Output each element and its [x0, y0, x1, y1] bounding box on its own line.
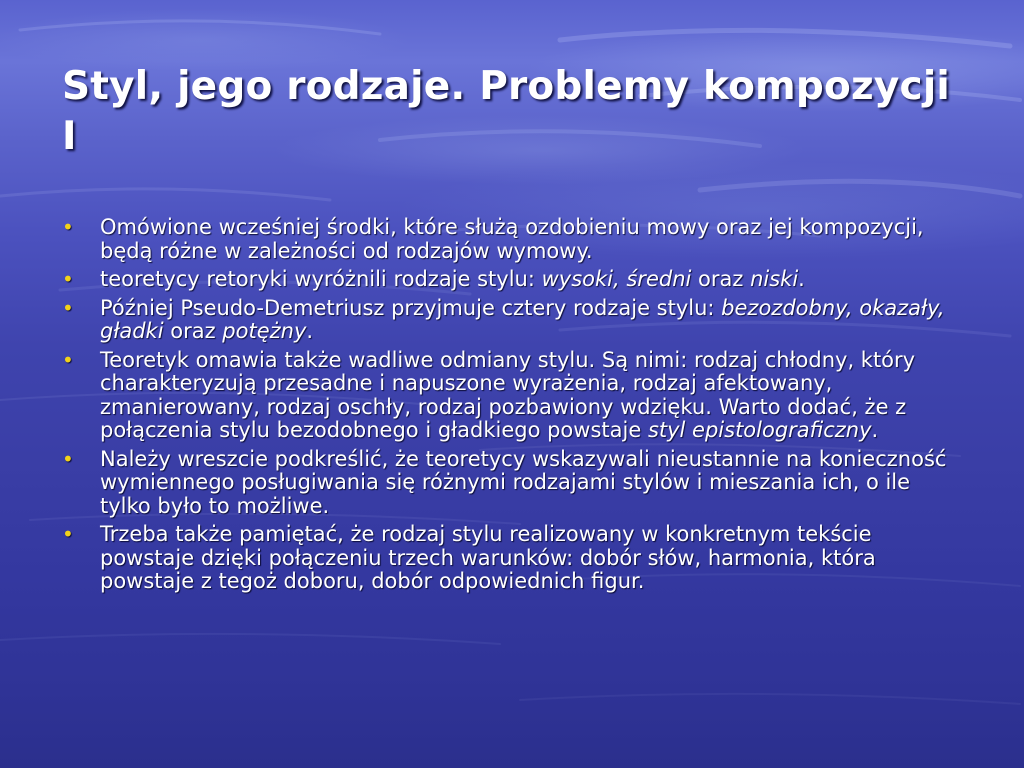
- bullet-text: [100, 296, 945, 344]
- bullet-text: [100, 348, 915, 443]
- bullet-text-part: oraz: [163, 319, 223, 343]
- bullet-text-part: .: [798, 267, 805, 291]
- bullet-text-part: Później Pseudo-Demetriusz przyjmuje cztery rodzaje stylu:: [100, 295, 722, 320]
- bullet-dot-icon: •: [62, 295, 74, 320]
- bullet-text-part: .: [871, 418, 879, 442]
- bullet-item: [62, 216, 962, 263]
- slide-title: Styl, jego rodzaje. Problemy kompozycji I: [62, 64, 950, 159]
- bullet-text-part: Teoretyk omawia także wadliwe odmiany stylu. Są nimi: rodzaj chłodny, który charakteryzują przesadne i napuszone wyrażenia, rodzaj afektowany, zmanierowany, rodzaj oschły, rodzaj pozbawiony wdzięku. Warto dodać, że z połączenia stylu bezodobnego i gładkiego powstaje: [100, 347, 916, 442]
- bullet-text-italic: potężny: [222, 319, 307, 343]
- bullet-dot-icon: •: [62, 446, 74, 471]
- bullet-text-part: teoretycy retoryki wyróżnili rodzaje stylu:: [100, 267, 542, 291]
- bullet-text: [100, 215, 924, 263]
- bullet-text-italic: styl epistolograficzny: [647, 418, 872, 442]
- bullet-list: [62, 216, 962, 599]
- bullet-dot-icon: •: [62, 215, 74, 239]
- bullet-text: [100, 522, 876, 593]
- bullet-item: [62, 448, 962, 519]
- bullet-dot-icon: •: [62, 347, 74, 372]
- bullet-text-part: oraz: [691, 267, 751, 291]
- bullet-item: [62, 349, 962, 443]
- bullet-item: [62, 268, 962, 292]
- bullet-text-part: Należy wreszcie podkreślić, że teoretycy wskazywali nieustannie na konieczność wymiennego posługiwania się różnymi rodzajami stylów i mieszania ich, o ile tylko było to możliwe.: [100, 446, 947, 518]
- bullet-text-italic: bezozdobny, okazały, gładki: [100, 295, 945, 343]
- bullet-text-italic: niski: [750, 267, 799, 291]
- bullet-item: [62, 523, 962, 594]
- bullet-text-part: .: [306, 319, 314, 343]
- bullet-text: [100, 267, 805, 291]
- bullet-item: [62, 297, 962, 344]
- bullet-dot-icon: •: [62, 522, 74, 546]
- bullet-text-part: Omówione wcześniej środki, które służą ozdobieniu mowy oraz jej kompozycji, będą różne w zależności od rodzajów wymowy.: [100, 215, 924, 263]
- bullet-text: [100, 447, 946, 518]
- bullet-text-part: Trzeba także pamiętać, że rodzaj stylu realizowany w konkretnym tekście powstaje dzięki połączeniu trzech warunków: dobór słów, harmonia, która powstaje z tegoż doboru, dobór odpowiednich figur.: [100, 522, 876, 593]
- bullet-text-italic: wysoki, średni: [541, 267, 692, 291]
- bullet-dot-icon: •: [62, 267, 74, 291]
